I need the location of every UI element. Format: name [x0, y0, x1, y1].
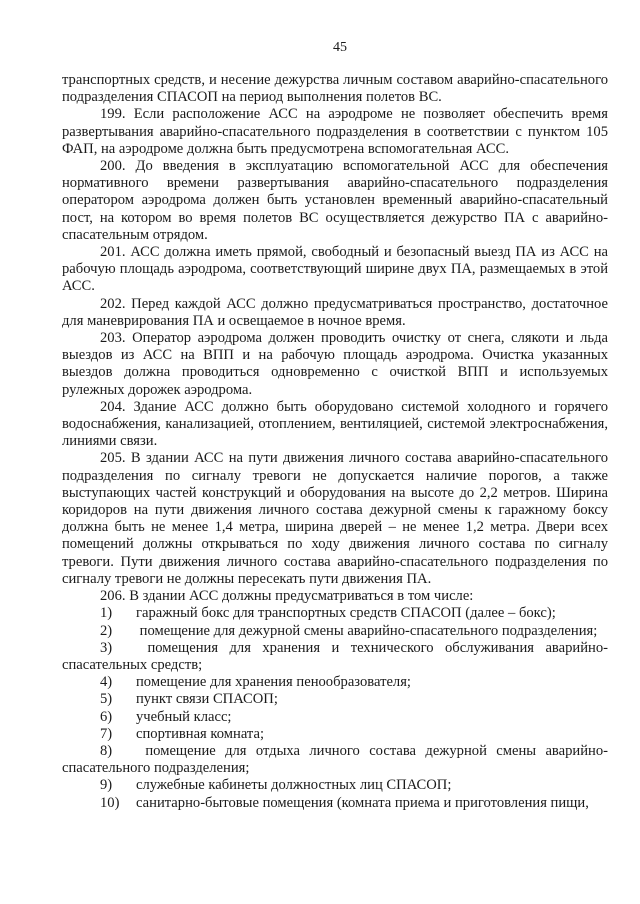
page-number: 45	[333, 40, 347, 55]
list-item-number: 8)	[100, 742, 113, 759]
list-item	[62, 640, 608, 674]
list-item	[62, 691, 608, 708]
list-item	[62, 605, 608, 622]
paragraph-199: 199. Если расположение АСС на аэродроме не позволяет обеспечить время развертывания аварийно-спасательного подразделения в соответствии с пунктом 105 ФАП, на аэродроме должна быть предусмотрена вспомогательная АСС.	[62, 106, 608, 157]
paragraph-205: 205. В здании АСС на пути движения личного состава аварийно-спасательного подразделения по сигналу тревоги не допускается наличие порогов, а также выступающих частей конструкций и оборудования на высоте до 2,2 метров. Ширина коридоров на пути движения личного состава дежурной смены к гаражному боксу должна быть не менее 1,4 метра, ширина дверей – не менее 1,2 метра. Двери всех помещений должны открываться по ходу движения личного состава по сигналу тревоги. Пути движения личного состава аварийно-спасательного подразделения по сигналу тревоги не должны пересекать пути движения ПА.	[62, 450, 608, 587]
list-item	[62, 795, 608, 812]
paragraph-204: 204. Здание АСС должно быть оборудовано системой холодного и горячего водоснабжения, канализацией, отоплением, вентиляцией, системой электроснабжения, линиями связи.	[62, 398, 608, 450]
list-item-number: 6)	[100, 708, 113, 725]
list-item-number: 2)	[100, 622, 113, 639]
paragraph-203: 203. Оператор аэродрома должен проводить очистку от снега, слякоти и льда выездов из АСС на ВПП и на рабочую площадь аэродрома. Очистка указанных выездов должна проводиться одновременно с очисткой ВПП и используемых рулежных дорожек аэродрома.	[62, 330, 608, 398]
list-item	[62, 709, 608, 726]
list-item	[62, 674, 608, 691]
list-item-text: помещение для дежурной смены аварийно-спасательного подразделения;	[139, 622, 598, 639]
list-item-text: помещение для хранения пенообразователя;	[136, 674, 411, 691]
list-item-number: 5)	[100, 691, 113, 708]
list-item-text: спортивная комната;	[136, 725, 265, 742]
list-item-text: служебные кабинеты должностных лиц СПАСОП;	[136, 777, 452, 794]
list-item	[62, 743, 608, 777]
list-item-number: 1)	[100, 605, 113, 622]
paragraph-continuation: транспортных средств, и несение дежурства личным составом аварийно-спасательного подразделения СПАСОП на период выполнения полетов ВС.	[62, 72, 608, 106]
paragraph-206: 206. В здании АСС должны предусматриваться в том числе:	[100, 588, 474, 605]
list-item-text: учебный класс;	[136, 708, 232, 725]
list-item	[62, 623, 608, 640]
list-item-number: 7)	[100, 725, 113, 742]
list-item-text: помещение для отдыха личного состава дежурной смены аварийно-спасательного подразделения;	[62, 742, 608, 777]
list-item-text: пункт связи СПАСОП;	[136, 691, 278, 708]
list-item-text: санитарно-бытовые помещения (комната приема и приготовления пищи,	[136, 794, 589, 811]
paragraph-201: 201. АСС должна иметь прямой, свободный и безопасный выезд ПА из АСС на рабочую площадь аэродрома, соответствующий ширине двух ПА, размещаемых в этой АСС.	[62, 244, 608, 295]
paragraph-202: 202. Перед каждой АСС должно предусматриваться пространство, достаточное для маневрирования ПА и освещаемое в ночное время.	[62, 295, 608, 329]
list-item-number: 3)	[100, 639, 113, 656]
list-item-number: 10)	[100, 794, 120, 811]
list-item-text: помещения для хранения и технического обслуживания аварийно-спасательных средств;	[62, 639, 608, 673]
list-item-number: 4)	[100, 674, 113, 691]
paragraph-200: 200. До введения в эксплуатацию вспомогательной АСС для обеспечения нормативного времени развертывания аварийно-спасательного подразделения оператором аэродрома должен быть установлен временный аварийно-спасательный пост, на котором во время полетов ВС осуществляется дежурство ПА с аварийно-спасательным отрядом.	[62, 158, 608, 243]
document-body	[62, 72, 608, 812]
list-item	[62, 726, 608, 743]
list	[62, 605, 608, 811]
list-item-text: гаражный бокс для транспортных средств СПАСОП (далее – бокс);	[136, 605, 556, 622]
list-item	[62, 777, 608, 794]
list-item-number: 9)	[100, 777, 113, 794]
